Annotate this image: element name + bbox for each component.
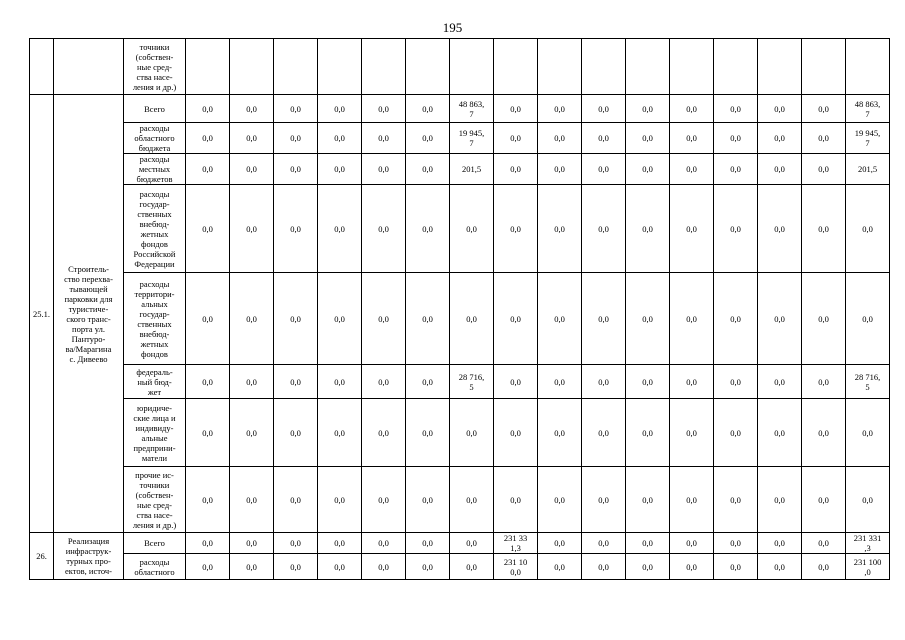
- value-cell: 0,0: [494, 154, 538, 185]
- value-cell: [318, 39, 362, 95]
- value-cell: 0,0: [230, 533, 274, 554]
- value-cell: 0,0: [494, 399, 538, 467]
- funding-source-cell: Всего: [124, 95, 186, 123]
- value-cell: 0,0: [318, 154, 362, 185]
- table-row: [30, 273, 890, 365]
- value-cell: [362, 39, 406, 95]
- item-name-cell: [54, 39, 124, 95]
- value-cell: 0,0: [714, 554, 758, 580]
- value-cell: 0,0: [362, 399, 406, 467]
- value-cell: 0,0: [626, 185, 670, 273]
- value-cell: [626, 39, 670, 95]
- value-cell: 0,0: [274, 154, 318, 185]
- value-cell: 0,0: [670, 365, 714, 399]
- table-row: [30, 399, 890, 467]
- value-cell: [274, 39, 318, 95]
- value-cell: 48 863, 7: [846, 95, 890, 123]
- table-row: [30, 467, 890, 533]
- value-cell: 0,0: [582, 365, 626, 399]
- value-cell: 0,0: [670, 273, 714, 365]
- value-cell: 0,0: [758, 185, 802, 273]
- value-cell: 19 945, 7: [846, 123, 890, 154]
- value-cell: 0,0: [362, 467, 406, 533]
- value-cell: 0,0: [670, 467, 714, 533]
- value-cell: 0,0: [318, 399, 362, 467]
- value-cell: 28 716, 5: [450, 365, 494, 399]
- value-cell: 0,0: [538, 154, 582, 185]
- value-cell: 0,0: [494, 123, 538, 154]
- value-cell: 0,0: [758, 273, 802, 365]
- value-cell: 0,0: [186, 365, 230, 399]
- value-cell: 0,0: [450, 533, 494, 554]
- value-cell: 0,0: [230, 95, 274, 123]
- value-cell: 0,0: [186, 399, 230, 467]
- value-cell: 0,0: [362, 95, 406, 123]
- value-cell: 0,0: [802, 273, 846, 365]
- value-cell: 0,0: [626, 154, 670, 185]
- value-cell: 0,0: [846, 185, 890, 273]
- funding-source-cell: расходы местных бюджетов: [124, 154, 186, 185]
- value-cell: 0,0: [758, 123, 802, 154]
- value-cell: 0,0: [714, 185, 758, 273]
- value-cell: 0,0: [670, 533, 714, 554]
- value-cell: 0,0: [758, 95, 802, 123]
- value-cell: 0,0: [582, 123, 626, 154]
- value-cell: [714, 39, 758, 95]
- item-name-cell: Строитель- ство перехва- тывающей парковки для туристиче- ского транс- порта ул. Пантуро- ва/Марагина с. Дивеево: [54, 95, 124, 533]
- value-cell: 0,0: [362, 554, 406, 580]
- value-cell: 0,0: [714, 533, 758, 554]
- value-cell: 0,0: [538, 554, 582, 580]
- funding-source-cell: Всего: [124, 533, 186, 554]
- table-row: [30, 554, 890, 580]
- value-cell: 0,0: [186, 95, 230, 123]
- value-cell: [582, 39, 626, 95]
- value-cell: 19 945, 7: [450, 123, 494, 154]
- funding-source-cell: юридиче- ские лица и индивиду- альные предприни- матели: [124, 399, 186, 467]
- value-cell: 0,0: [670, 123, 714, 154]
- value-cell: 0,0: [274, 123, 318, 154]
- value-cell: 0,0: [186, 185, 230, 273]
- value-cell: 0,0: [846, 273, 890, 365]
- value-cell: 0,0: [758, 467, 802, 533]
- value-cell: 0,0: [230, 273, 274, 365]
- value-cell: 0,0: [450, 185, 494, 273]
- item-number-cell: 25.1.: [30, 95, 54, 533]
- value-cell: 0,0: [450, 399, 494, 467]
- value-cell: [186, 39, 230, 95]
- value-cell: 0,0: [626, 123, 670, 154]
- value-cell: 0,0: [230, 554, 274, 580]
- value-cell: 0,0: [582, 399, 626, 467]
- value-cell: 0,0: [230, 185, 274, 273]
- value-cell: 0,0: [714, 123, 758, 154]
- value-cell: 0,0: [362, 273, 406, 365]
- funding-source-cell: точники (собствен- ные сред- ства насе- ления и др.): [124, 39, 186, 95]
- value-cell: 0,0: [362, 185, 406, 273]
- value-cell: 0,0: [626, 95, 670, 123]
- item-number-cell: 26.: [30, 533, 54, 580]
- value-cell: 0,0: [318, 554, 362, 580]
- value-cell: 0,0: [406, 185, 450, 273]
- budget-table: [29, 38, 890, 580]
- value-cell: 231 331 ,3: [846, 533, 890, 554]
- value-cell: 0,0: [538, 467, 582, 533]
- value-cell: 0,0: [582, 467, 626, 533]
- value-cell: [406, 39, 450, 95]
- value-cell: 0,0: [582, 185, 626, 273]
- funding-source-cell: расходы государ- ственных внебюд- жетных фондов Российской Федерации: [124, 185, 186, 273]
- value-cell: 0,0: [274, 273, 318, 365]
- value-cell: [450, 39, 494, 95]
- value-cell: 0,0: [758, 399, 802, 467]
- value-cell: 0,0: [758, 533, 802, 554]
- value-cell: 0,0: [802, 554, 846, 580]
- value-cell: 0,0: [670, 95, 714, 123]
- value-cell: [758, 39, 802, 95]
- item-name-cell: Реализация инфраструк- турных про- ектов, источ-: [54, 533, 124, 580]
- value-cell: 0,0: [802, 533, 846, 554]
- value-cell: 0,0: [538, 185, 582, 273]
- value-cell: 0,0: [186, 467, 230, 533]
- value-cell: 231 100 ,0: [846, 554, 890, 580]
- value-cell: 0,0: [318, 533, 362, 554]
- table-row: [30, 154, 890, 185]
- page-number: 195: [442, 20, 463, 35]
- item-number-cell: [30, 39, 54, 95]
- value-cell: 0,0: [626, 467, 670, 533]
- value-cell: 0,0: [626, 365, 670, 399]
- value-cell: 0,0: [494, 95, 538, 123]
- value-cell: 0,0: [714, 154, 758, 185]
- value-cell: 0,0: [802, 123, 846, 154]
- value-cell: 0,0: [714, 467, 758, 533]
- value-cell: 0,0: [274, 554, 318, 580]
- value-cell: 0,0: [362, 123, 406, 154]
- value-cell: 0,0: [186, 554, 230, 580]
- value-cell: 0,0: [670, 154, 714, 185]
- value-cell: 0,0: [450, 554, 494, 580]
- value-cell: [494, 39, 538, 95]
- value-cell: 0,0: [274, 185, 318, 273]
- value-cell: 0,0: [230, 154, 274, 185]
- table-row: [30, 185, 890, 273]
- value-cell: 0,0: [274, 467, 318, 533]
- value-cell: 0,0: [406, 399, 450, 467]
- value-cell: 0,0: [274, 365, 318, 399]
- value-cell: 0,0: [714, 95, 758, 123]
- value-cell: 231 33 1,3: [494, 533, 538, 554]
- value-cell: 0,0: [494, 185, 538, 273]
- value-cell: 0,0: [582, 554, 626, 580]
- value-cell: 0,0: [406, 554, 450, 580]
- value-cell: 201,5: [846, 154, 890, 185]
- value-cell: [538, 39, 582, 95]
- value-cell: 0,0: [494, 467, 538, 533]
- funding-source-cell: расходы областного бюджета: [124, 123, 186, 154]
- value-cell: 0,0: [230, 399, 274, 467]
- funding-source-cell: прочие ис- точники (собствен- ные сред- ства насе- ления и др.): [124, 467, 186, 533]
- value-cell: [846, 39, 890, 95]
- funding-source-cell: федераль- ный бюд- жет: [124, 365, 186, 399]
- value-cell: 0,0: [318, 185, 362, 273]
- value-cell: 0,0: [846, 399, 890, 467]
- table-row: [30, 533, 890, 554]
- value-cell: 0,0: [450, 467, 494, 533]
- table-row: [30, 365, 890, 399]
- value-cell: 0,0: [714, 365, 758, 399]
- value-cell: 0,0: [626, 554, 670, 580]
- value-cell: 0,0: [318, 95, 362, 123]
- value-cell: 0,0: [538, 533, 582, 554]
- value-cell: 0,0: [802, 154, 846, 185]
- value-cell: 0,0: [274, 399, 318, 467]
- value-cell: 0,0: [582, 273, 626, 365]
- table-body: [30, 39, 890, 580]
- funding-source-cell: расходы территори- альных государ- ственных внебюд- жетных фондов: [124, 273, 186, 365]
- value-cell: 0,0: [230, 467, 274, 533]
- value-cell: 0,0: [230, 365, 274, 399]
- value-cell: 0,0: [494, 365, 538, 399]
- value-cell: 0,0: [186, 123, 230, 154]
- value-cell: 0,0: [318, 273, 362, 365]
- value-cell: 0,0: [758, 365, 802, 399]
- value-cell: 0,0: [758, 554, 802, 580]
- value-cell: 0,0: [626, 533, 670, 554]
- value-cell: 0,0: [670, 185, 714, 273]
- value-cell: 0,0: [582, 533, 626, 554]
- funding-source-cell: расходы областного: [124, 554, 186, 580]
- value-cell: 0,0: [318, 365, 362, 399]
- value-cell: 0,0: [274, 533, 318, 554]
- value-cell: [670, 39, 714, 95]
- value-cell: 0,0: [362, 154, 406, 185]
- value-cell: 0,0: [538, 95, 582, 123]
- value-cell: 0,0: [362, 365, 406, 399]
- value-cell: 0,0: [802, 467, 846, 533]
- value-cell: 0,0: [186, 154, 230, 185]
- value-cell: 0,0: [274, 95, 318, 123]
- value-cell: 0,0: [494, 273, 538, 365]
- value-cell: 0,0: [846, 467, 890, 533]
- value-cell: 0,0: [626, 273, 670, 365]
- value-cell: 0,0: [714, 273, 758, 365]
- value-cell: 0,0: [802, 399, 846, 467]
- value-cell: 0,0: [318, 123, 362, 154]
- value-cell: 0,0: [230, 123, 274, 154]
- value-cell: 0,0: [802, 185, 846, 273]
- value-cell: 0,0: [450, 273, 494, 365]
- value-cell: 48 863, 7: [450, 95, 494, 123]
- value-cell: 0,0: [406, 123, 450, 154]
- value-cell: 28 716, 5: [846, 365, 890, 399]
- value-cell: 0,0: [406, 95, 450, 123]
- table-row: [30, 39, 890, 95]
- value-cell: 201,5: [450, 154, 494, 185]
- value-cell: 0,0: [406, 467, 450, 533]
- value-cell: 0,0: [538, 399, 582, 467]
- value-cell: 0,0: [406, 365, 450, 399]
- value-cell: 0,0: [362, 533, 406, 554]
- value-cell: 231 10 0,0: [494, 554, 538, 580]
- value-cell: 0,0: [582, 154, 626, 185]
- value-cell: 0,0: [318, 467, 362, 533]
- value-cell: [230, 39, 274, 95]
- value-cell: [802, 39, 846, 95]
- value-cell: 0,0: [802, 95, 846, 123]
- value-cell: 0,0: [538, 365, 582, 399]
- value-cell: 0,0: [582, 95, 626, 123]
- value-cell: 0,0: [186, 533, 230, 554]
- value-cell: 0,0: [714, 399, 758, 467]
- table-row: [30, 123, 890, 154]
- value-cell: 0,0: [406, 273, 450, 365]
- value-cell: 0,0: [406, 533, 450, 554]
- value-cell: 0,0: [538, 123, 582, 154]
- value-cell: 0,0: [406, 154, 450, 185]
- value-cell: 0,0: [802, 365, 846, 399]
- value-cell: 0,0: [186, 273, 230, 365]
- value-cell: 0,0: [670, 554, 714, 580]
- value-cell: 0,0: [670, 399, 714, 467]
- table-row: [30, 95, 890, 123]
- value-cell: 0,0: [538, 273, 582, 365]
- value-cell: 0,0: [758, 154, 802, 185]
- value-cell: 0,0: [626, 399, 670, 467]
